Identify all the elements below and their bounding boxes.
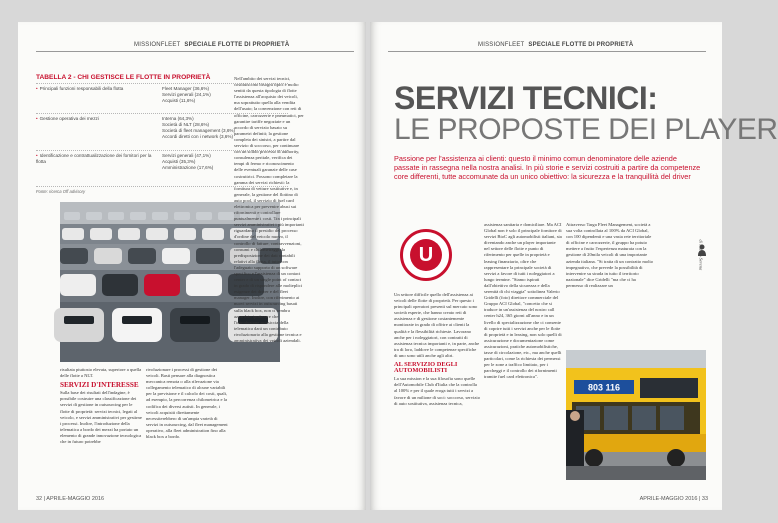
article-title-line1: SERVIZI TECNICI: — [394, 80, 658, 116]
table-title: TABELLA 2 - CHI GESTISCE LE FLOTTE IN PROPRIETÀ — [36, 74, 211, 81]
page-number-right: APRILE-MAGGIO 2016 | 33 — [639, 496, 708, 502]
brand-label: MISSIONFLEET — [134, 42, 181, 48]
aci-global-logo: U — [400, 229, 452, 281]
subhead-servizio-automobilisti: AL SERVIZIO DEGLI AUTOMOBILISTI — [394, 361, 458, 375]
page-header — [134, 42, 289, 48]
roadside-assistance-truck-photo — [566, 350, 706, 480]
page-header — [478, 42, 633, 48]
page-number-left: 32 | APRILE-MAGGIO 2016 — [36, 496, 105, 502]
left-col1-text: Sulla base dei risultati dell'indagine, è possibile costruire una classificazione dei servizi di gestione in outsourcing per le flotte di proprietà: servizi tecnici, legati al veicolo, e servizi amministrativi per gestirne i processi. Inoltre, l'introduzione della telematica a bordo dei mezzi ha portato un elemento di grande innovazione tecnologica che in futuro potrebbe — [60, 390, 142, 445]
left-col3-text: Nell'ambito dei servizi tecnici, costituiscono bisogni tipici e molto sentiti da questa tipologia di flotte l'assistenza all'acquisto dei veicoli, ma soprattutto quella alla vendita dell'usato; la convenzione con reti di officine, carrozzerie e pneumatici, per garantire tariffe negoziate e un accordo di servizio basato su parametri definiti; la gestione completa dei sinistri, a partire dal servizio di soccorso, per continuare con un solido processo di authority, consulenza peritale, verifica dei tempi di fermo e riconoscimento delle eventuali garanzie delle case costruttrici. Possono completare la gamma dei servizi richiesti: la fornitura di vetture sostitutive e, in generale, la gestione del flottino di auto pool, il servizio di fuel card elettronica per prevenire abusi sui rifornimenti e controllare puntualmente i costi. Tra i principali servizi amministrativi i più importanti riguardano il presidio del processo d'ordine del veicolo nuovo, il controllo di fatture, contravvenzioni, consumi e chilometraggi, la predisposizione dei dati contabili relativi alla flotta, il tutto con l'adeguato supporto di un software specifico e l'assistenza di un contact center e di un single point of contact in grado di rispondere alle molteplici esigenze dei driver e del fleet manager. Inoltre, con riferimento ai nuovi servizi in outsourcing basati sulla black box, non ci sembra azzardato ipotizzare che l'introduzione massiccia della telematica dará un contributo rivoluzionario alla gestione tecnica e amministrativa dei veicoli aziendali. — [234, 76, 304, 344]
header-rule — [388, 51, 706, 52]
left-page — [18, 22, 366, 510]
table-row-values: Servizi generali (47,1%) Acquisti (35,3%) Amministrazione (17,6%) — [162, 153, 214, 171]
left-col1 — [60, 367, 142, 445]
article-intro: Passione per l'assistenza ai clienti: questo il minimo comun denominatore delle aziende passate in rassegna nella nostra analisi. In più storie e servizi costruiti a partire da competenze core differenti, tutte accomunate da un unico obiettivo: la sicurezza e la tranquillità del driver — [394, 154, 701, 181]
right-col1-text2: La sua mission e la sua filosofia sono quelle dell'Automobile Club d'Italia che la controlla al 100% e per il quale eroga tutti i servizi a favore di un milione di soci: soccorso, servizio di auto sostitutiva, assistenza tecnica, — [394, 376, 480, 406]
subhead-servizi-interesse: SERVIZI D'INTERESSE — [60, 381, 139, 390]
article-title-line2: LE PROPOSTE DEI PLAYER — [394, 113, 778, 146]
header-rule — [36, 51, 354, 52]
author-byline: di Mauro Serena — [694, 244, 708, 314]
table-source: Fonte: ricerca Off advisory — [36, 189, 86, 194]
table-row-values: Fleet Manager (36,6%) Servizi generali (24,1%) Acquisti (11,6%) — [162, 86, 211, 104]
left-col2-text: rivoluzionare i processi di gestione dei veicoli. Basti pensare alla diagnostica meccanica remota o alla rilevazione via collegamento telematico di alcune variabili per la previsione e il calcolo dei costi, quali, ad esempio, la percorrenza chilometrica e la codifica dei diversi autisti. In generale, i veicoli acquisiti direttamente necessiterebbero di un'ampia varietà di servizi in outsourcing, dal fleet management operativo, alla fleet administration fino alla black box a bordo. — [146, 367, 228, 440]
table-row-label: • Identificazione e contrattualizzazione dei fornitori per la flotta — [36, 153, 152, 165]
section-label: SPECIALE FLOTTE DI PROPRIETÀ — [184, 42, 290, 48]
right-page — [370, 22, 778, 510]
right-col1-text: Un settore difficile quello dell'assistenza ai veicoli delle flotte di proprietà. Per questo i principali operatori presenti sul mercato sono società esperte, che hanno creato reti di assistenza e di gestione costantemente monitorate in grado di offrire ai clienti la qualità e la flessibilità richieste. Lavorano anche per i noleggiatori, con contratti di assistenza tecnica importanti e, in parte, anche tra di loro, laddove le competenze specifiche di uno sono utili anche agli altri. — [394, 292, 480, 358]
phone-number-label: 803 116 — [587, 382, 621, 393]
left-col1-intro: risultata piuttosto elevata, superiore a quella delle flotte a NLT. — [60, 367, 142, 379]
table-row-values: Interna (64,3%) Società di NLT (28,6%) Società di fleet management (3,6%) Accordi diretti con i network (3,6%) — [162, 116, 236, 140]
table-row-label: • Gestione operativa dei mezzi — [36, 116, 99, 121]
table-row-label: • Principali funzioni responsabili della flotta — [36, 86, 124, 91]
right-col2-text: assistenza sanitaria e domiciliare. Ma ACI Global non è solo il principale fornitore di servizi BtoC agli automobilisti italiani, sta diventando anche un player importante nel settore delle flotte e punto di riferimento per quelle in proprietà e leasing finanziario, oltre che rappresentare la principale società di servizi a favore di tutti i noleggiatori a lungo termine. "Siamo ispirati dall'obiettivo della sicurezza e della serenità di chi viaggia" sottolinea Valerio Gridelli (foto) direttore commerciale del Gruppo ACI Global, "concetto che si traduce in un'assistenza del nostro call center h24, 365 giorni all'anno e in un livello di specializzazione che ci consente di coprire tutti i servizi anche per le flotte di proprietà e in leasing, non solo quelli di assicurazione e documentazione come assicurazioni, pratiche automobilistiche, tasse di circolazione, etc., ma anche quelli particolari, come la richiesta dei permessi per le zone a traffico limitato, per i parcheggi e il controllo dei rifornimenti tramite fuel card elettronica". — [484, 222, 562, 380]
right-col3-text: Attraverso Targa Fleet Management, società a sua volta controllata al 100% da ACI Global, con 100 dipendenti e una vasta rete territoriale di officine e carrozzerie, il gruppo ha potuto mettere a frutto l'esperienza maturata con la gestione di 20mila veicoli di una importante azienda italiana. "Si tratta di un contratto molto impegnativo, che prevede la possibilità di intervenire su strada in tutto il territorio nazionale" dice Gridelli "ma che ci ha permesso di realizzare un — [566, 222, 654, 288]
right-col1 — [394, 292, 480, 407]
section-label: SPECIALE FLOTTE DI PROPRIETÀ — [528, 42, 634, 48]
brand-label: MISSIONFLEET — [478, 42, 525, 48]
